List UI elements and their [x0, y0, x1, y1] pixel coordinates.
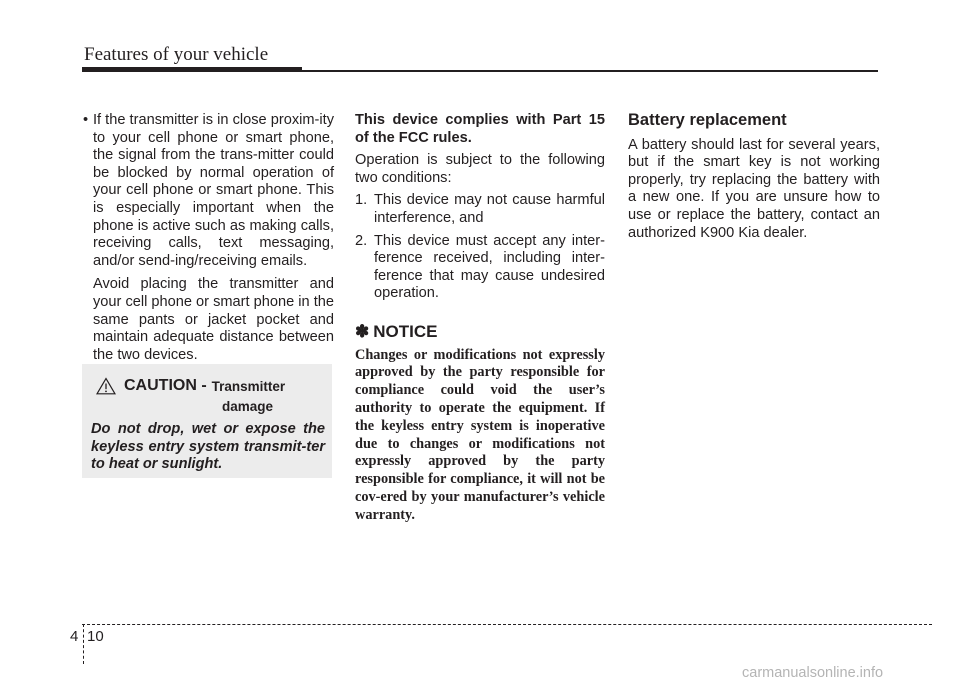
fcc-title: This device complies with Part 15 of the FCC rules. [355, 112, 605, 146]
caution-text: Do not drop, wet or expose the keyless entry system transmit-ter to heat or sunlight. [91, 421, 325, 473]
bullet-item [82, 112, 334, 364]
battery-text: A battery should last for several years, but if the smart key is not working properly, try replacing the battery with a new one. If you are unsure how to use or replace the battery, contact an authorized K900 Kia dealer. [628, 136, 880, 241]
condition-number: 2. [355, 232, 368, 249]
condition-text: This device must accept any inter-ference received, including inter-ference that may cause undesired operation. [374, 232, 605, 302]
caution-subject-line2: damage [222, 399, 274, 414]
condition-item [355, 233, 605, 303]
footer-rule [82, 624, 932, 625]
fcc-intro: Operation is subject to the following two conditions: [355, 152, 605, 186]
caution-subject: Transmitter [211, 379, 286, 394]
footer-divider [83, 624, 84, 664]
header-rule-thin [82, 70, 878, 72]
caution-label: CAUTION - [124, 377, 207, 394]
column-right [628, 112, 880, 242]
watermark: carmanualsonline.info [742, 665, 884, 681]
column-left [82, 112, 334, 364]
notice-text: Changes or modifications not expressly approved by the party responsible for compliance could void the user’s authority to operate the equipment. If the keyless entry system is inoperative due to changes or modifications not expressly approved by the party responsible for compliance, it will not be cov-ered by your manufacturer’s vehicle warranty. [355, 346, 605, 523]
condition-number: 1. [355, 192, 368, 209]
page-header-title: Features of your vehicle [84, 44, 269, 65]
condition-text: This device may not cause harmful interference, and [374, 192, 605, 226]
battery-heading: Battery replacement [628, 111, 787, 129]
caution-header [96, 377, 285, 395]
notice-title: NOTICE [373, 321, 438, 341]
chapter-number: 4 [70, 628, 79, 645]
column-middle [355, 112, 605, 525]
caution-box [82, 364, 332, 478]
notice-heading [355, 323, 605, 341]
bullet-mark: • [83, 112, 89, 128]
warning-triangle-icon [96, 377, 116, 395]
page-number: 10 [87, 628, 104, 645]
notice-star-icon: ✽ [355, 321, 370, 341]
bullet-paragraph-2: Avoid placing the transmitter and your cell phone or smart phone in the same pants or jacket pocket and maintain adequate distance between the two devices. [93, 276, 334, 363]
condition-item [355, 192, 605, 227]
bullet-paragraph-1: If the transmitter is in close proxim-ity to your cell phone or smart phone, the signal from the trans-mitter could be blocked by normal operation of your cell phone or smart phone. This is especially important when the phone is active such as making calls, receiving calls, text messaging, and/or send-ing/receiving emails. [93, 112, 334, 269]
